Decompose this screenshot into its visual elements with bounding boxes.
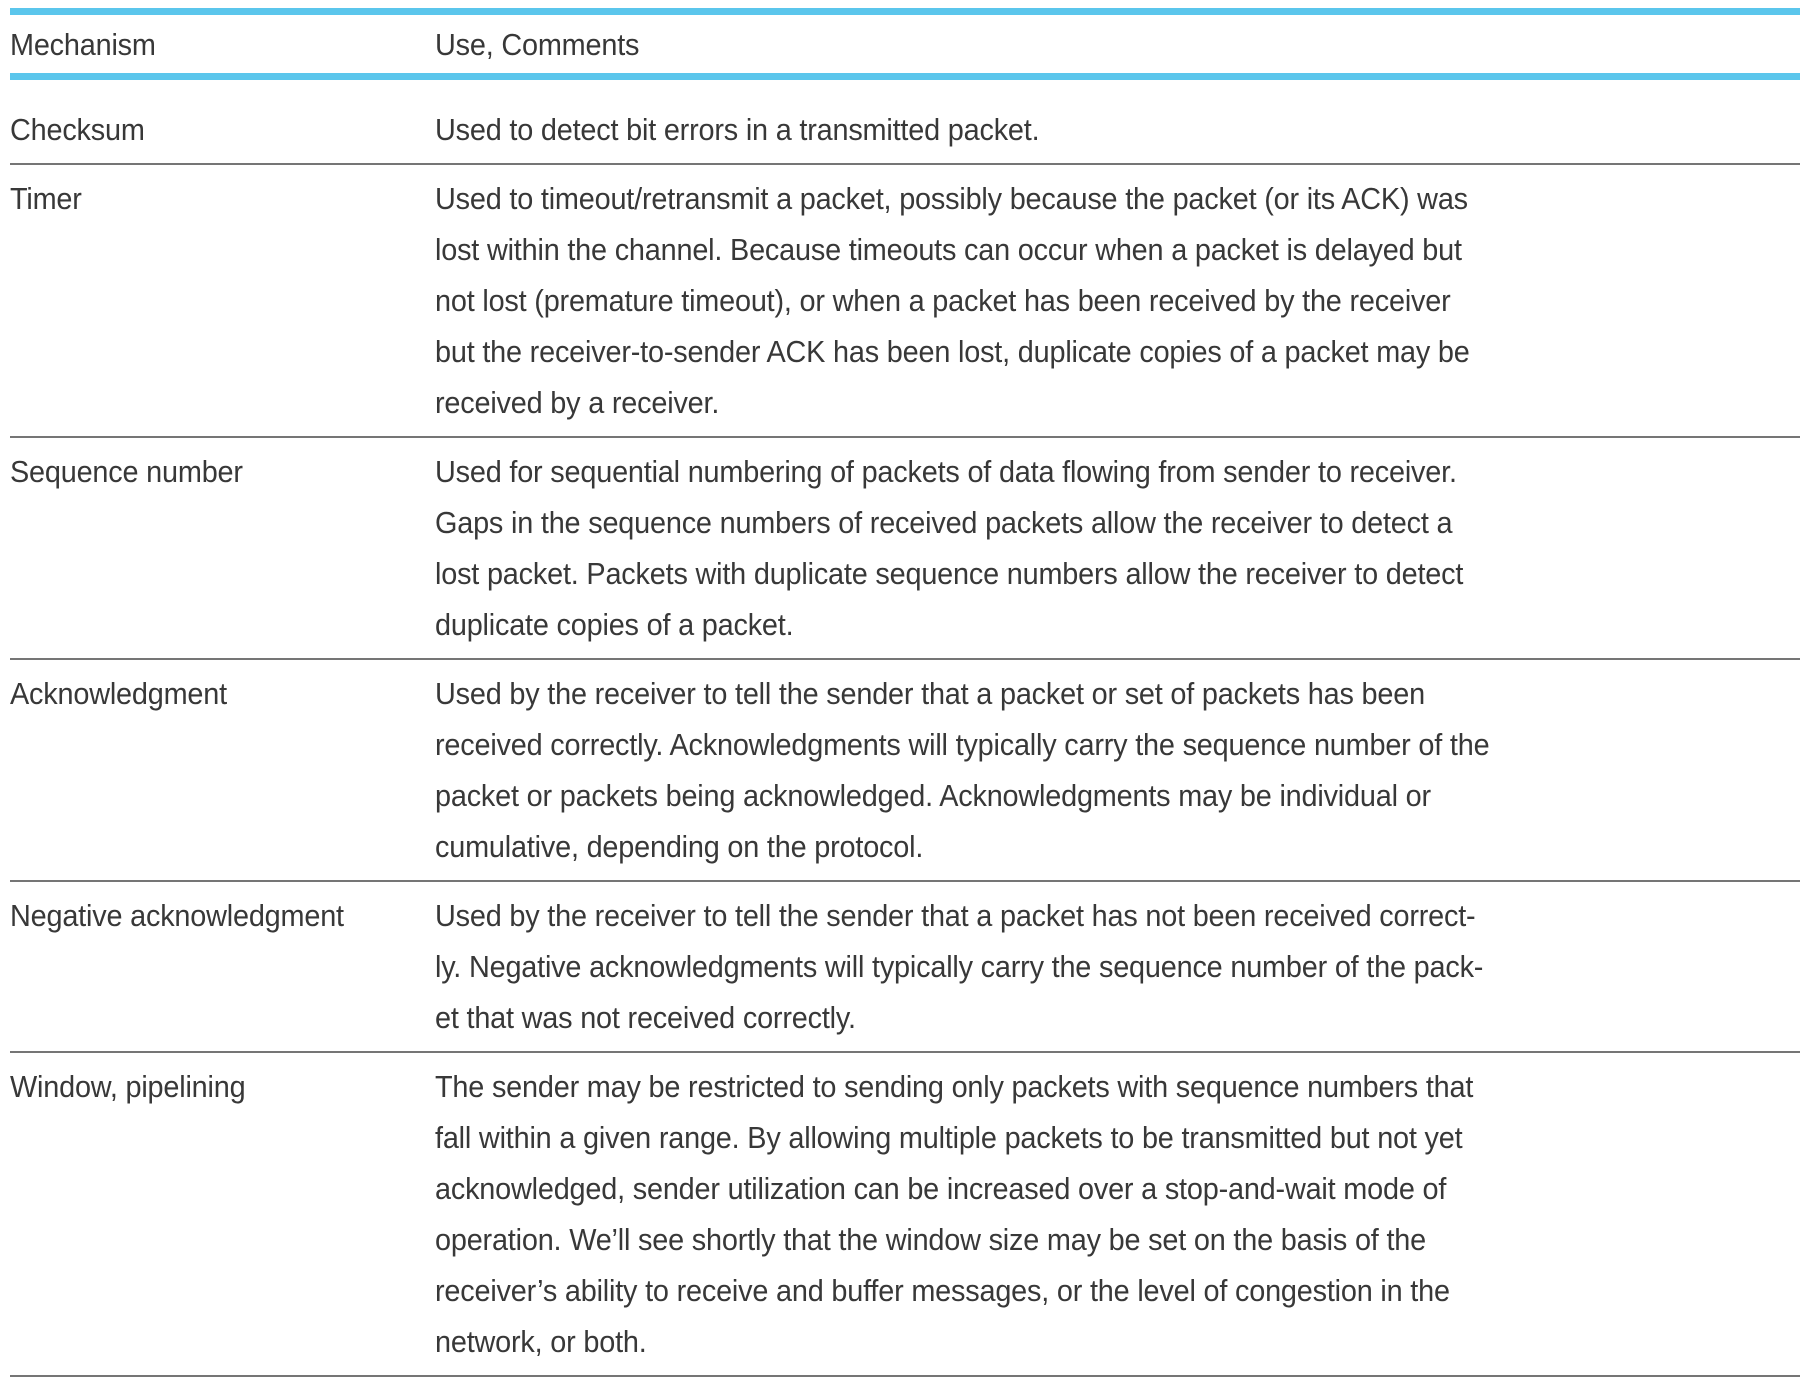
column-header-mechanism: Mechanism [10,26,156,62]
table-row [10,660,1800,882]
table-body [10,80,1810,1377]
comment-line: fall within a given range. By allowing multiple packets to be transmitted but not yet [435,1120,1463,1155]
comment-cell [435,104,1800,155]
mechanism-cell [10,104,435,155]
mechanism-label: Sequence number [10,454,243,489]
table-row [10,438,1800,660]
comment-line: but the receiver-to-sender ACK has been lost, duplicate copies of a packet may be [435,334,1470,369]
comment-cell [435,446,1800,650]
comment-line: received correctly. Acknowledgments will typically carry the sequence number of the [435,727,1490,762]
table-header-bottom-rule [10,73,1800,80]
comment-cell [435,173,1800,428]
comment-line: et that was not received correctly. [435,1000,856,1035]
table-row [10,165,1800,438]
comment-cell [435,890,1800,1043]
mechanism-cell [10,890,435,1043]
comment-line: The sender may be restricted to sending only packets with sequence numbers that [435,1069,1474,1104]
comment-line: Used by the receiver to tell the sender that a packet has not been received correct- [435,898,1476,933]
column-header-use-comments: Use, Comments [435,26,640,62]
comment-line: received by a receiver. [435,385,720,420]
table-row [10,882,1800,1053]
table-header-row [10,15,1800,73]
comment-line: cumulative, depending on the protocol. [435,829,924,864]
mechanism-cell [10,173,435,428]
comment-line: duplicate copies of a packet. [435,607,794,642]
mechanism-label: Acknowledgment [10,676,227,711]
table-row [10,1053,1800,1377]
mechanism-label: Window, pipelining [10,1069,246,1104]
comment-cell [435,1061,1800,1367]
comment-line: not lost (premature timeout), or when a packet has been received by the receiver [435,283,1451,318]
mechanism-label: Checksum [10,112,145,147]
comment-line: acknowledged, sender utilization can be increased over a stop-and-wait mode of [435,1171,1447,1206]
mechanism-cell [10,668,435,872]
comment-line: Used to timeout/retransmit a packet, possibly because the packet (or its ACK) was [435,181,1468,216]
mechanism-label: Negative acknowledgment [10,898,344,933]
comment-line: lost within the channel. Because timeouts can occur when a packet is delayed but [435,232,1462,267]
comment-line: packet or packets being acknowledged. Acknowledgments may be individual or [435,778,1431,813]
comment-line: network, or both. [435,1324,647,1359]
comment-line: Used to detect bit errors in a transmitted packet. [435,112,1040,147]
comment-cell [435,668,1800,872]
comment-line: operation. We’ll see shortly that the window size may be set on the basis of the [435,1222,1426,1257]
comment-line: ly. Negative acknowledgments will typically carry the sequence number of the pack- [435,949,1484,984]
mechanism-cell [10,1061,435,1367]
comment-line: receiver’s ability to receive and buffer messages, or the level of congestion in the [435,1273,1450,1308]
table-row [10,80,1800,165]
comment-line: Gaps in the sequence numbers of received packets allow the receiver to detect a [435,505,1453,540]
comment-line: Used by the receiver to tell the sender that a packet or set of packets has been [435,676,1425,711]
comment-line: lost packet. Packets with duplicate sequence numbers allow the receiver to detect [435,556,1464,591]
mechanism-label: Timer [10,181,82,216]
comment-line: Used for sequential numbering of packets of data flowing from sender to receiver. [435,454,1457,489]
table-top-rule [10,8,1800,15]
mechanism-cell [10,446,435,650]
